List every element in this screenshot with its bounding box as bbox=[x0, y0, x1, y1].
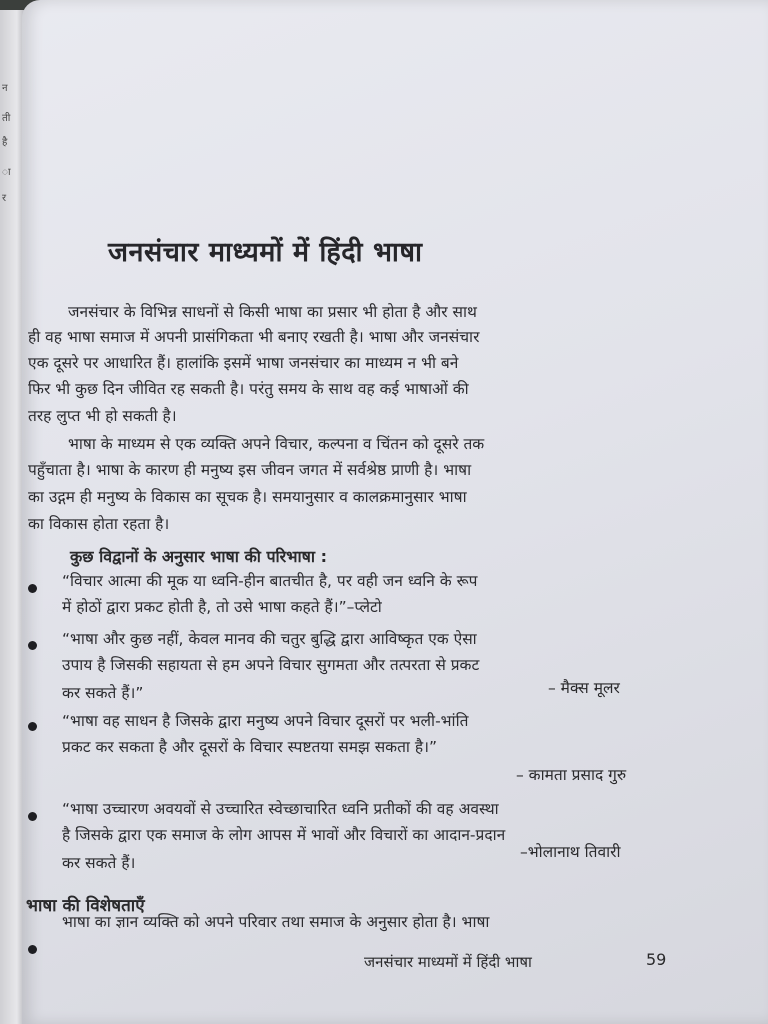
quote-line: “भाषा वह साधन है जिसके द्वारा मनुष्य अपने विचार दूसरों पर भली-भांति bbox=[62, 712, 469, 730]
quote-author: –भोलानाथ तिवारी bbox=[520, 843, 621, 861]
quote-line: कर सकते हैं। bbox=[62, 854, 136, 872]
quote-line: उपाय है जिसकी सहायता से हम अपने विचार सुगमता और तत्परता से प्रकट bbox=[62, 656, 480, 674]
page-number: 59 bbox=[646, 950, 667, 969]
paragraph-line: का विकास होता रहता है। bbox=[28, 515, 170, 533]
definitions-heading: कुछ विद्वानों के अनुसार भाषा की परिभाषा : bbox=[70, 547, 327, 566]
features-heading: भाषा की विशेषताएँ bbox=[26, 896, 145, 916]
quote-line: में होठों द्वारा प्रकट होती है, तो उसे भाषा कहते हैं।”–प्लेटो bbox=[62, 598, 382, 616]
quote-line: “भाषा और कुछ नहीं, केवल मानव की चतुर बुद्धि द्वारा आविष्कृत एक ऐसा bbox=[62, 630, 477, 648]
left-page-fragment: र bbox=[2, 193, 7, 204]
feature-line: भाषा का ज्ञान व्यक्ति को अपने परिवार तथा समाज के अनुसार होता है। भाषा bbox=[62, 913, 490, 931]
bullet-icon bbox=[28, 641, 37, 650]
quote-author: – कामता प्रसाद गुरु bbox=[516, 766, 627, 784]
bullet-icon bbox=[28, 584, 37, 593]
page-title: जनसंचार माध्यमों में हिंदी भाषा bbox=[108, 237, 423, 268]
paragraph-line: का उद्गम ही मनुष्य के विकास का सूचक है। समयानुसार व कालक्रमानुसार भाषा bbox=[28, 488, 467, 506]
left-page-fragment: ती bbox=[2, 113, 11, 124]
paragraph-line: एक दूसरे पर आधारित हैं। हालांकि इसमें भाषा जनसंचार का माध्यम न भी बने bbox=[28, 354, 459, 372]
bullet-icon bbox=[28, 722, 37, 731]
left-page-fragment: न bbox=[2, 83, 8, 94]
bullet-icon bbox=[28, 945, 37, 954]
paragraph-line: भाषा के माध्यम से एक व्यक्ति अपने विचार, कल्पना व चिंतन को दूसरे तक bbox=[68, 435, 485, 453]
quote-line: कर सकते हैं।” bbox=[62, 684, 144, 702]
paragraph-line: पहुँचाता है। भाषा के कारण ही मनुष्य इस जीवन जगत में सर्वश्रेष्ठ प्राणी है। भाषा bbox=[28, 461, 472, 479]
quote-line: प्रकट कर सकता है और दूसरों के विचार स्पष्टतया समझ सकता है।” bbox=[62, 738, 437, 756]
paragraph-line: जनसंचार के विभिन्न साधनों से किसी भाषा का प्रसार भी होता है और साथ bbox=[68, 303, 477, 321]
left-page-fragment: ा bbox=[2, 167, 11, 178]
paragraph-line: तरह लुप्त भी हो सकती है। bbox=[28, 407, 177, 425]
quote-line: “भाषा उच्चारण अवयवों से उच्चारित स्वेच्छाचारित ध्वनि प्रतीकों की वह अवस्था bbox=[62, 800, 499, 818]
quote-author: – मैक्स मूलर bbox=[548, 679, 620, 697]
paragraph-line: ही वह भाषा समाज में अपनी प्रासंगिकता भी बनाए रखती है। भाषा और जनसंचार bbox=[28, 328, 480, 346]
bullet-icon bbox=[28, 812, 37, 821]
left-page-fragment: है bbox=[2, 137, 8, 148]
paragraph-line: फिर भी कुछ दिन जीवित रह सकती है। परंतु समय के साथ वह कई भाषाओं की bbox=[28, 380, 469, 398]
quote-line: है जिसके द्वारा एक समाज के लोग आपस में भावों और विचारों का आदान-प्रदान bbox=[62, 826, 506, 844]
quote-line: “विचार आत्मा की मूक या ध्वनि-हीन बातचीत है, पर वही जन ध्वनि के रूप bbox=[62, 572, 478, 590]
running-footer: जनसंचार माध्यमों में हिंदी भाषा bbox=[364, 953, 532, 971]
